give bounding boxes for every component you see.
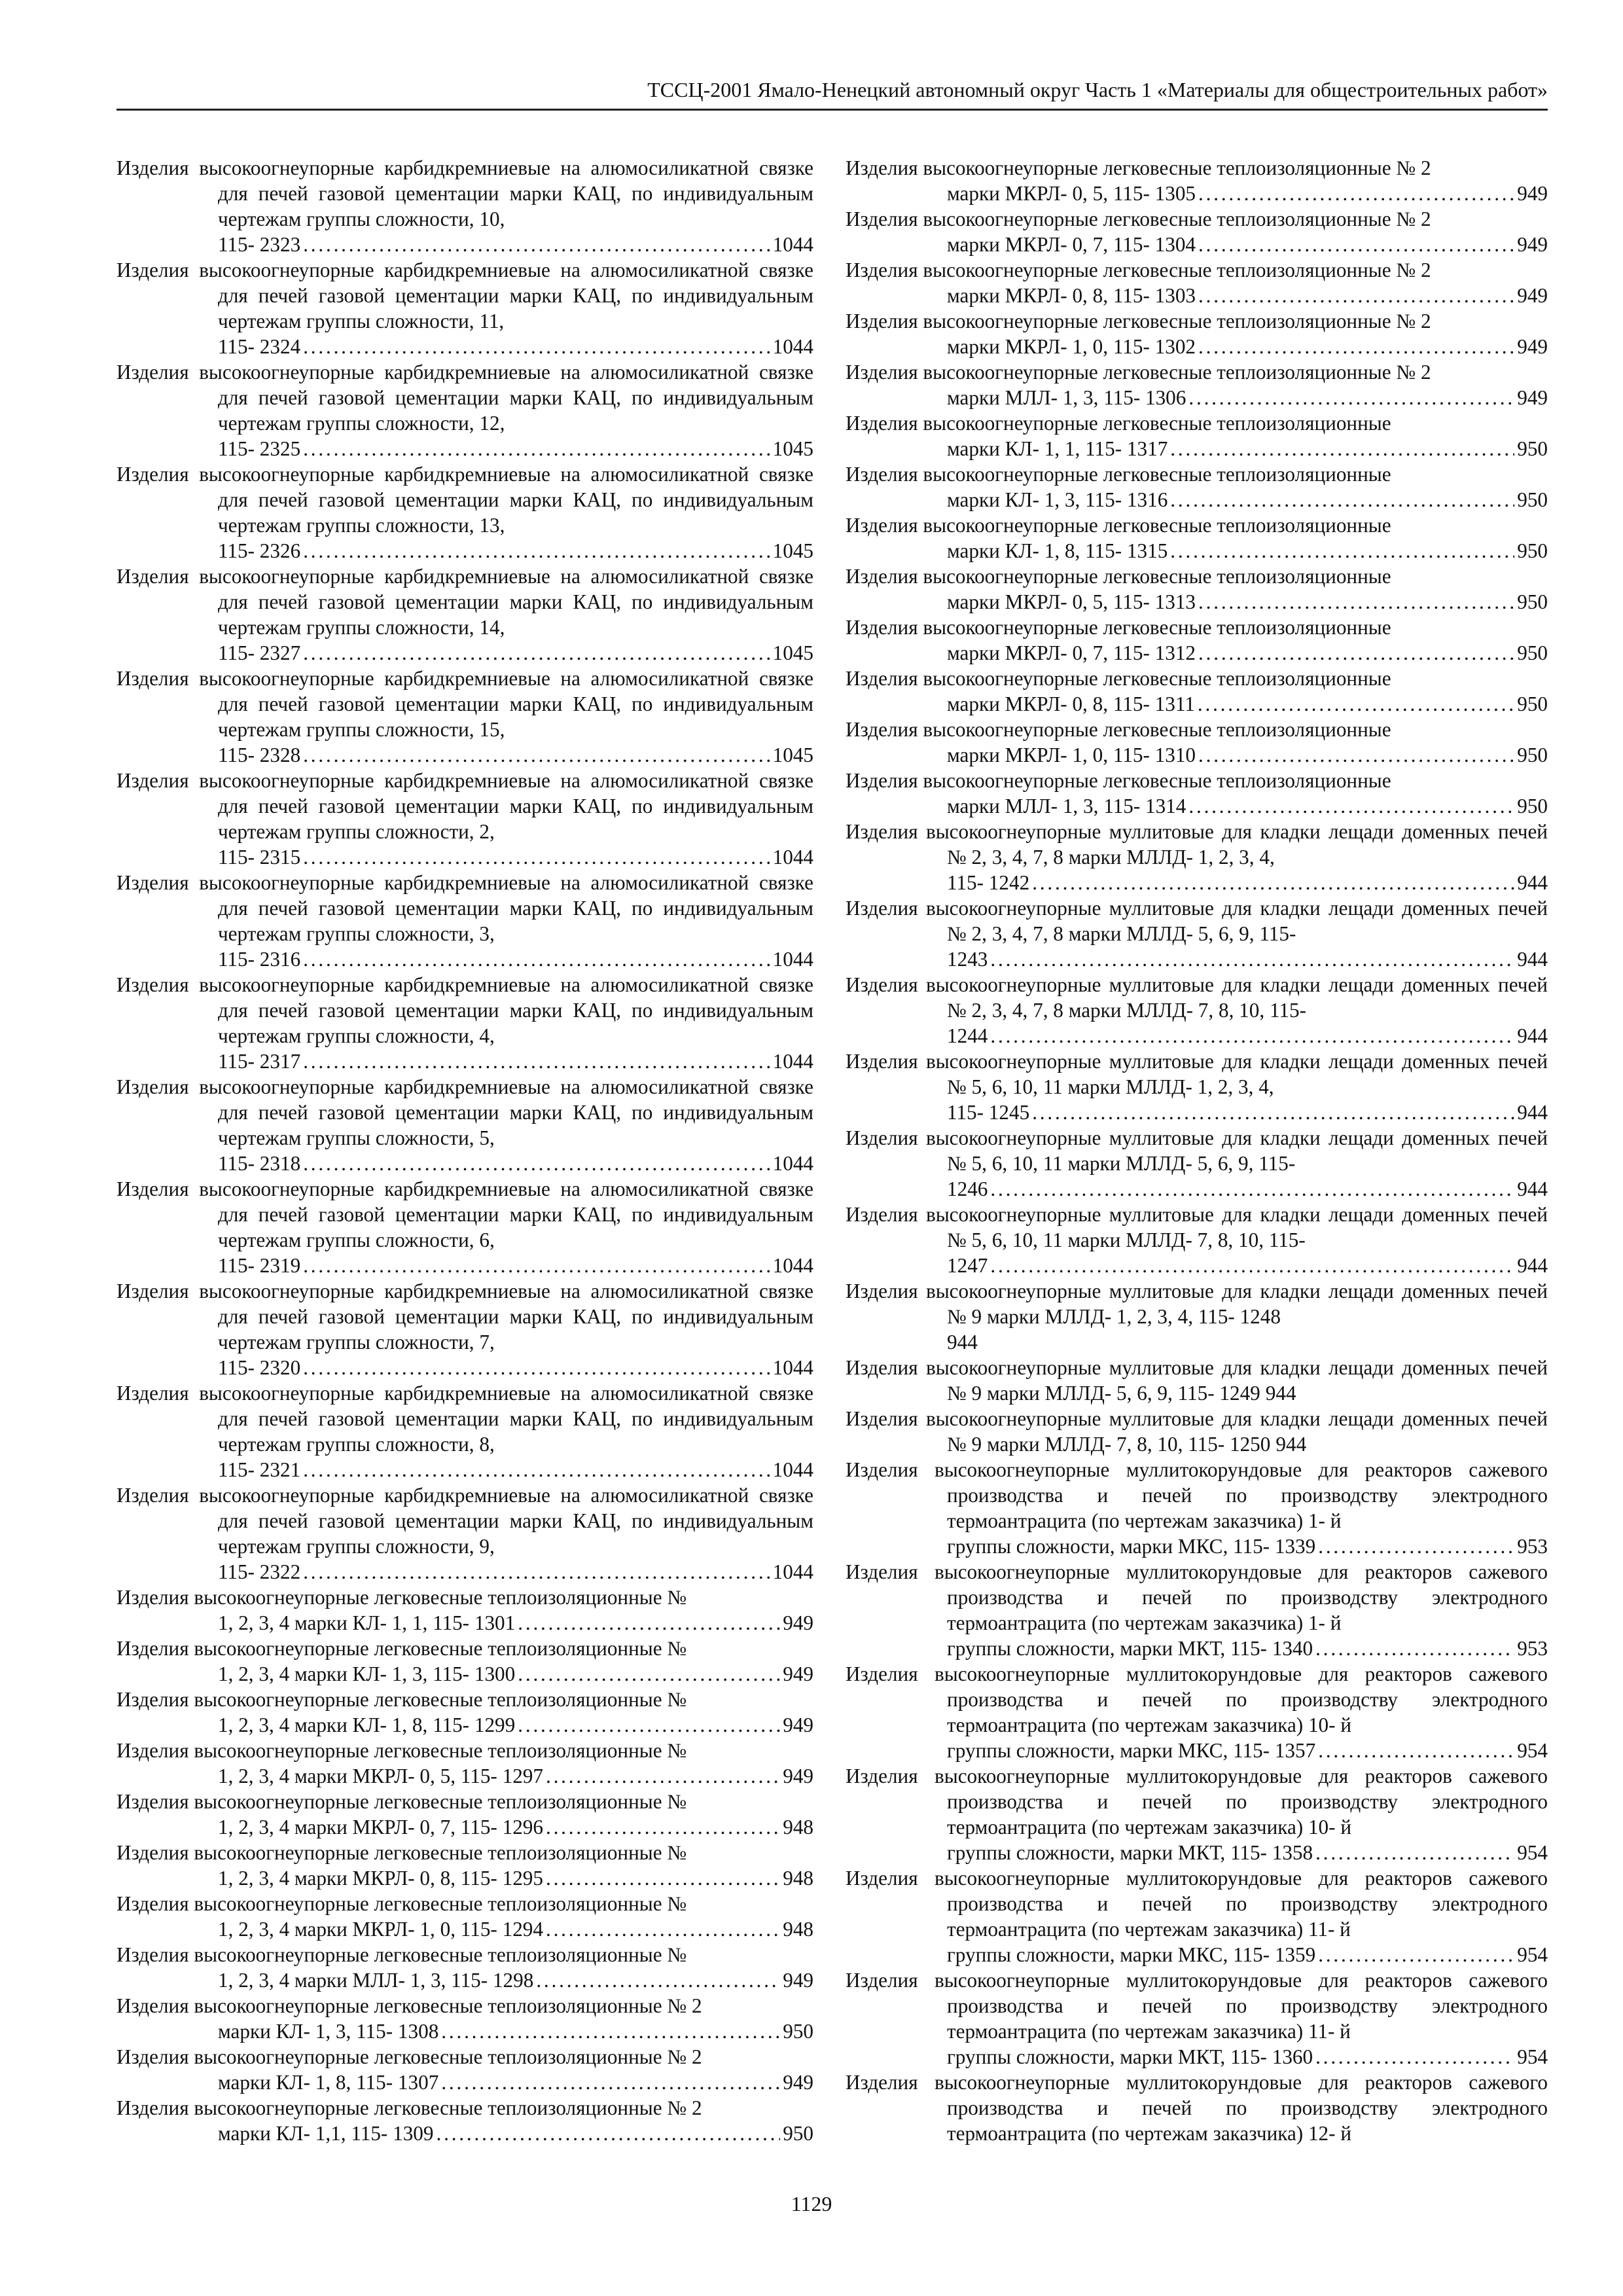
index-entry <box>116 155 813 257</box>
entry-description: Изделия высокоогнеупорные карбидкремниевые на алюмосиликатной связке для печей газовой цементации марки КАЦ, по индивидуальным чертежам группы сложности, 15, <box>116 667 813 741</box>
entry-page-ref: 950 <box>1517 795 1548 817</box>
index-entry <box>846 1661 1548 1763</box>
entry-code: группы сложности, марки МКТ, 115- 1340 <box>947 1637 1313 1660</box>
index-entry <box>116 359 813 461</box>
entry-page-ref: 948 <box>783 1816 813 1839</box>
entry-page-ref: 948 <box>783 1867 813 1890</box>
dot-leader <box>1198 589 1514 615</box>
entry-description: Изделия высокоогнеупорные карбидкремниевые на алюмосиликатной связке для печей газовой цементации марки КАЦ, по индивидуальным чертежам группы сложности, 6, <box>116 1177 813 1251</box>
entry-code: 115- 2324 <box>218 335 301 358</box>
index-entry <box>116 1687 813 1738</box>
index-entry <box>846 410 1548 461</box>
index-entry <box>846 564 1548 615</box>
entry-description: Изделия высокоогнеупорные легковесные теплоизоляционные № 2 <box>116 1994 702 2017</box>
entry-page-ref: 954 <box>1517 1841 1548 1864</box>
entry-description: Изделия высокоогнеупорные легковесные теплоизоляционные <box>846 463 1391 486</box>
entry-page-ref: 948 <box>783 1918 813 1941</box>
entry-code: марки КЛ- 1, 1, 115- 1317 <box>947 437 1168 460</box>
dot-leader <box>1315 1840 1514 1865</box>
entry-page-ref: 944 <box>1517 1024 1548 1047</box>
dot-leader <box>303 742 770 768</box>
entry-page-ref: 950 <box>1517 488 1548 511</box>
dot-leader <box>990 1253 1514 1278</box>
entry-code: 1, 2, 3, 4 марки МКРЛ- 1, 0, 115- 1294 <box>218 1918 543 1941</box>
entry-code: 115- 2321 <box>218 1458 301 1481</box>
dot-leader <box>1318 1942 1514 1967</box>
entry-description: Изделия высокоогнеупорные муллитовые для кладки лещади доменных печей № 9 марки МЛЛД- 1, 2, 3, 4, 115- 1248 <box>846 1280 1548 1328</box>
dot-leader <box>1198 232 1514 257</box>
entry-page-ref: 949 <box>783 1662 813 1685</box>
entry-description: Изделия высокоогнеупорные муллитокорундовые для реакторов сажевого производства и печей по производству электродного термоантрацита (по чертежам заказчика) 11- й <box>846 1867 1548 1941</box>
entry-code: марки КЛ- 1, 3, 115- 1316 <box>947 488 1168 511</box>
dot-leader <box>1318 1534 1514 1559</box>
dot-leader <box>1315 2044 1514 2070</box>
entry-description: Изделия высокоогнеупорные карбидкремниевые на алюмосиликатной связке для печей газовой цементации марки КАЦ, по индивидуальным чертежам группы сложности, 8, <box>116 1382 813 1456</box>
dot-leader <box>1198 742 1514 768</box>
dot-leader <box>990 1176 1514 1202</box>
index-entry <box>116 2044 813 2095</box>
entry-code: марки МЛЛ- 1, 3, 115- 1306 <box>947 386 1186 409</box>
entry-page-ref: 949 <box>783 2071 813 2094</box>
entry-page-ref: 954 <box>1517 1943 1548 1966</box>
index-entry <box>116 2095 813 2146</box>
entry-page-ref: 950 <box>783 2122 813 2145</box>
index-entry <box>846 895 1548 972</box>
dot-leader <box>303 946 770 972</box>
dot-leader <box>1198 640 1514 666</box>
entry-page-ref: 949 <box>783 1713 813 1736</box>
entry-description: Изделия высокоогнеупорные муллитовые для кладки лещади доменных печей № 5, 6, 10, 11 марки МЛЛД- 7, 8, 10, 115- <box>846 1203 1548 1251</box>
entry-description: Изделия высокоогнеупорные карбидкремниевые на алюмосиликатной связке для печей газовой цементации марки КАЦ, по индивидуальным чертежам группы сложности, 5, <box>116 1075 813 1149</box>
entry-page-ref: 949 <box>1517 284 1548 307</box>
entry-description: Изделия высокоогнеупорные легковесные теплоизоляционные <box>846 565 1391 588</box>
entry-page-ref: 1044 <box>772 233 813 256</box>
dot-leader <box>1318 1738 1514 1763</box>
entry-description: Изделия высокоогнеупорные легковесные теплоизоляционные <box>846 412 1391 435</box>
index-entry <box>846 1202 1548 1278</box>
entry-page-ref: 1044 <box>772 335 813 358</box>
index-entry <box>116 870 813 972</box>
entry-page-ref: 1045 <box>772 437 813 460</box>
entry-page-ref: 949 <box>1517 386 1548 409</box>
running-title: ТССЦ-2001 Ямало-Ненецкий автономный округ Часть 1 «Материалы для общестроительных работ» <box>647 78 1548 101</box>
entry-code: 115- 2328 <box>218 744 301 766</box>
page-header <box>116 73 1548 111</box>
index-entry <box>116 1380 813 1482</box>
dot-leader <box>303 1253 770 1278</box>
entry-code: марки МКРЛ- 0, 8, 115- 1311 <box>947 692 1195 715</box>
dot-leader <box>441 2018 780 2044</box>
entry-code: 115- 2316 <box>218 948 301 971</box>
index-entry <box>846 615 1548 666</box>
dot-leader <box>1170 436 1514 461</box>
entry-code: марки МКРЛ- 0, 7, 115- 1304 <box>947 233 1196 256</box>
index-entry <box>116 1891 813 1942</box>
entry-code: марки МКРЛ- 0, 5, 115- 1313 <box>947 590 1196 613</box>
entry-description: Изделия высокоогнеупорные легковесные теплоизоляционные <box>846 769 1391 792</box>
entry-page-ref: 950 <box>783 2020 813 2043</box>
entry-page-ref: 944 <box>1265 1382 1296 1405</box>
entry-page-ref: 944 <box>1275 1433 1307 1456</box>
index-entry <box>116 1840 813 1891</box>
entry-code: 115- 1245 <box>947 1101 1030 1124</box>
entry-page-ref: 953 <box>1517 1535 1548 1558</box>
entry-code: группы сложности, марки МКТ, 115- 1358 <box>947 1841 1313 1864</box>
entry-description: Изделия высокоогнеупорные муллитокорундовые для реакторов сажевого производства и печей по производству электродного термоантрацита (по чертежам заказчика) 1- й <box>846 1458 1548 1532</box>
index-entry <box>116 666 813 768</box>
index-entry <box>116 1789 813 1840</box>
index-entry <box>846 717 1548 768</box>
entry-description: Изделия высокоогнеупорные муллитовые для кладки лещади доменных печей № 5, 6, 10, 11 марки МЛЛД- 5, 6, 9, 115- <box>846 1126 1548 1175</box>
entry-code: 1243 <box>947 948 988 971</box>
entry-page-ref: 950 <box>1517 437 1548 460</box>
entry-description: Изделия высокоогнеупорные легковесные теплоизоляционные № 2 <box>846 259 1431 281</box>
entry-description: Изделия высокоогнеупорные муллитокорундовые для реакторов сажевого производства и печей по производству электродного термоантрацита (по чертежам заказчика) 10- й <box>846 1662 1548 1736</box>
dot-leader <box>546 1763 780 1789</box>
entry-description: Изделия высокоогнеупорные муллитовые для кладки лещади доменных печей № 9 марки МЛЛД- 7, 8, 10, 115- 1250 <box>846 1407 1548 1456</box>
entry-page-ref: 950 <box>1517 641 1548 664</box>
index-entry <box>846 461 1548 512</box>
entry-description: Изделия высокоогнеупорные карбидкремниевые на алюмосиликатной связке для печей газовой цементации марки КАЦ, по индивидуальным чертежам группы сложности, 13, <box>116 463 813 537</box>
index-entry <box>846 1125 1548 1202</box>
index-entry <box>116 972 813 1074</box>
index-entry <box>116 1278 813 1380</box>
index-entry <box>116 1585 813 1636</box>
entry-page-ref: 949 <box>1517 233 1548 256</box>
entry-description: Изделия высокоогнеупорные легковесные теплоизоляционные № <box>116 1892 687 1915</box>
entry-description: Изделия высокоогнеупорные легковесные теплоизоляционные <box>846 514 1391 537</box>
entry-description: Изделия высокоогнеупорные карбидкремниевые на алюмосиликатной связке для печей газовой цементации марки КАЦ, по индивидуальным чертежам группы сложности, 2, <box>116 769 813 843</box>
index-entry <box>116 1074 813 1176</box>
entry-code: марки МКРЛ- 1, 0, 115- 1302 <box>947 335 1196 358</box>
entry-page-ref: 950 <box>1517 692 1548 715</box>
entry-description: Изделия высокоогнеупорные муллитовые для кладки лещади доменных печей № 9 марки МЛЛД- 5, 6, 9, 115- 1249 <box>846 1356 1548 1405</box>
index-entry <box>846 206 1548 257</box>
entry-page-ref: 954 <box>1517 1739 1548 1762</box>
entry-page-ref: 944 <box>947 1331 978 1354</box>
entry-description: Изделия высокоогнеупорные карбидкремниевые на алюмосиликатной связке для печей газовой цементации марки КАЦ, по индивидуальным чертежам группы сложности, 12, <box>116 361 813 435</box>
entry-code: 115- 2320 <box>218 1356 301 1379</box>
entry-code: 1246 <box>947 1177 988 1200</box>
entry-description: Изделия высокоогнеупорные карбидкремниевые на алюмосиликатной связке для печей газовой цементации марки КАЦ, по индивидуальным чертежам группы сложности, 9, <box>116 1484 813 1558</box>
entry-description: Изделия высокоогнеупорные муллитовые для кладки лещади доменных печей № 5, 6, 10, 11 марки МЛЛД- 1, 2, 3, 4, <box>846 1050 1548 1098</box>
index-entry <box>116 461 813 564</box>
entry-description: Изделия высокоогнеупорные легковесные теплоизоляционные <box>846 616 1391 639</box>
entry-description: Изделия высокоогнеупорные муллитовые для кладки лещади доменных печей № 2, 3, 4, 7, 8 марки МЛЛД- 7, 8, 10, 115- <box>846 973 1548 1022</box>
entry-code: марки МКРЛ- 1, 0, 115- 1310 <box>947 744 1196 766</box>
dot-leader <box>1188 385 1514 410</box>
entry-page-ref: 949 <box>1517 335 1548 358</box>
entry-page-ref: 1045 <box>772 744 813 766</box>
index-entry <box>846 819 1548 895</box>
entry-code: группы сложности, марки МКС, 115- 1339 <box>947 1535 1316 1558</box>
entry-description: Изделия высокоогнеупорные муллитокорундовые для реакторов сажевого производства и печей по производству электродного термоантрацита (по чертежам заказчика) 10- й <box>846 1765 1548 1839</box>
dot-leader <box>303 1355 770 1380</box>
entry-code: 1247 <box>947 1254 988 1277</box>
entry-description: Изделия высокоогнеупорные карбидкремниевые на алюмосиликатной связке для печей газовой цементации марки КАЦ, по индивидуальным чертежам группы сложности, 4, <box>116 973 813 1047</box>
entry-page-ref: 1045 <box>772 539 813 562</box>
dot-leader <box>1188 793 1514 819</box>
entry-page-ref: 949 <box>783 1969 813 1992</box>
entry-code: 1, 2, 3, 4 марки КЛ- 1, 8, 115- 1299 <box>218 1713 516 1736</box>
entry-page-ref: 950 <box>1517 744 1548 766</box>
entry-description: Изделия высокоогнеупорные легковесные теплоизоляционные № <box>116 1790 687 1813</box>
index-entry <box>846 972 1548 1049</box>
dot-leader <box>303 232 770 257</box>
entry-page-ref: 1044 <box>772 1152 813 1175</box>
entry-code: 115- 2327 <box>218 641 301 664</box>
index-entry <box>116 768 813 870</box>
index-entry <box>846 308 1548 359</box>
index-entry <box>116 257 813 359</box>
page-number: 1129 <box>791 2192 832 2215</box>
entry-page-ref: 1044 <box>772 948 813 971</box>
dot-leader <box>1198 283 1514 308</box>
index-entry <box>116 1482 813 1585</box>
entry-description: Изделия высокоогнеупорные карбидкремниевые на алюмосиликатной связке для печей газовой цементации марки КАЦ, по индивидуальным чертежам группы сложности, 11, <box>116 259 813 332</box>
index-entry <box>846 1457 1548 1559</box>
entry-page-ref: 1044 <box>772 1356 813 1379</box>
dot-leader <box>518 1610 780 1636</box>
entry-description: Изделия высокоогнеупорные легковесные теплоизоляционные № <box>116 1688 687 1711</box>
dot-leader <box>1198 691 1514 717</box>
dot-leader <box>1315 1636 1514 1661</box>
entry-page-ref: 944 <box>1517 1101 1548 1124</box>
index-entry <box>846 768 1548 819</box>
entry-description: Изделия высокоогнеупорные муллитокорундовые для реакторов сажевого производства и печей по производству электродного термоантрацита (по чертежам заказчика) 11- й <box>846 1969 1548 2043</box>
dot-leader <box>303 844 770 870</box>
entry-code: группы сложности, марки МКС, 115- 1357 <box>947 1739 1316 1762</box>
dot-leader <box>990 1023 1514 1049</box>
index-entry <box>846 1763 1548 1865</box>
entry-code: 1, 2, 3, 4 марки КЛ- 1, 1, 115- 1301 <box>218 1611 516 1634</box>
index-entry <box>846 1049 1548 1125</box>
entry-description: Изделия высокоогнеупорные муллитокорундовые для реакторов сажевого производства и печей по производству электродного термоантрацита (по чертежам заказчика) 12- й <box>846 2071 1548 2145</box>
index-entry <box>846 1406 1548 1457</box>
entry-code: 115- 2315 <box>218 846 301 869</box>
entry-page-ref: 949 <box>783 1765 813 1787</box>
entry-page-ref: 944 <box>1517 1177 1548 1200</box>
index-entry <box>116 1738 813 1789</box>
entry-page-ref: 1044 <box>772 1050 813 1073</box>
dot-leader <box>1032 870 1514 895</box>
dot-leader <box>303 1457 770 1482</box>
entry-description: Изделия высокоогнеупорные карбидкремниевые на алюмосиликатной связке для печей газовой цементации марки КАЦ, по индивидуальным чертежам группы сложности, 10, <box>116 156 813 230</box>
entry-code: 115- 2319 <box>218 1254 301 1277</box>
entry-code: 115- 2325 <box>218 437 301 460</box>
dot-leader <box>990 946 1514 972</box>
dot-leader <box>303 1151 770 1176</box>
dot-leader <box>437 2121 781 2146</box>
index-entry <box>846 2070 1548 2146</box>
index-entry <box>846 1559 1548 1661</box>
entry-page-ref: 1044 <box>772 1458 813 1481</box>
left-column <box>116 155 813 2146</box>
entry-description: Изделия высокоогнеупорные муллитовые для кладки лещади доменных печей № 2, 3, 4, 7, 8 марки МЛЛД- 1, 2, 3, 4, <box>846 820 1548 869</box>
entry-code: марки МКРЛ- 0, 7, 115- 1312 <box>947 641 1196 664</box>
entry-code: 1244 <box>947 1024 988 1047</box>
entry-description: Изделия высокоогнеупорные муллитокорундовые для реакторов сажевого производства и печей по производству электродного термоантрацита (по чертежам заказчика) 1- й <box>846 1560 1548 1634</box>
index-entry <box>846 1355 1548 1406</box>
dot-leader <box>1170 487 1514 512</box>
index-entry <box>116 564 813 666</box>
entry-description: Изделия высокоогнеупорные легковесные теплоизоляционные <box>846 718 1391 741</box>
entry-page-ref: 950 <box>1517 539 1548 562</box>
entry-code: марки КЛ- 1, 8, 115- 1315 <box>947 539 1168 562</box>
entry-code: 115- 2326 <box>218 539 301 562</box>
dot-leader <box>546 1814 780 1840</box>
dot-leader <box>536 1967 780 1993</box>
entry-description: Изделия высокоогнеупорные легковесные теплоизоляционные № <box>116 1739 687 1762</box>
entry-code: марки КЛ- 1, 8, 115- 1307 <box>218 2071 439 2094</box>
entry-description: Изделия высокоогнеупорные легковесные теплоизоляционные № 2 <box>116 2096 702 2119</box>
entry-code: 1, 2, 3, 4 марки МКРЛ- 0, 5, 115- 1297 <box>218 1765 543 1787</box>
index-entry <box>846 155 1548 206</box>
dot-leader <box>303 436 770 461</box>
dot-leader <box>441 2070 780 2095</box>
entry-code: марки МЛЛ- 1, 3, 115- 1314 <box>947 795 1186 817</box>
entry-page-ref: 949 <box>783 1611 813 1634</box>
entry-page-ref: 1044 <box>772 1254 813 1277</box>
entry-description: Изделия высокоогнеупорные легковесные теплоизоляционные № 2 <box>846 156 1431 179</box>
entry-description: Изделия высокоогнеупорные легковесные теплоизоляционные № 2 <box>846 361 1431 384</box>
dot-leader <box>518 1712 780 1738</box>
entry-code: марки МКРЛ- 0, 8, 115- 1303 <box>947 284 1196 307</box>
entry-code: 115- 2323 <box>218 233 301 256</box>
index-entry <box>846 512 1548 564</box>
dot-leader <box>1032 1100 1514 1125</box>
index-entry <box>846 666 1548 717</box>
entry-description: Изделия высокоогнеупорные карбидкремниевые на алюмосиликатной связке для печей газовой цементации марки КАЦ, по индивидуальным чертежам группы сложности, 7, <box>116 1280 813 1354</box>
dot-leader <box>546 1916 780 1942</box>
entry-description: Изделия высокоогнеупорные легковесные теплоизоляционные № <box>116 1637 687 1660</box>
index-entry <box>846 1278 1548 1355</box>
entry-description: Изделия высокоогнеупорные легковесные теплоизоляционные № <box>116 1841 687 1864</box>
entry-page-ref: 953 <box>1517 1637 1548 1660</box>
index-entry <box>846 359 1548 410</box>
dot-leader <box>518 1661 780 1687</box>
entry-description: Изделия высокоогнеупорные легковесные теплоизоляционные № 2 <box>846 310 1431 332</box>
entry-code: 1, 2, 3, 4 марки МЛЛ- 1, 3, 115- 1298 <box>218 1969 534 1992</box>
entry-code: марки КЛ- 1, 3, 115- 1308 <box>218 2020 439 2043</box>
entry-code: 115- 1242 <box>947 871 1030 894</box>
dot-leader <box>303 1559 770 1585</box>
entry-description: Изделия высокоогнеупорные легковесные теплоизоляционные <box>846 667 1391 690</box>
dot-leader <box>1198 181 1514 206</box>
entry-code: 115- 2322 <box>218 1560 301 1583</box>
entry-description: Изделия высокоогнеупорные легковесные теплоизоляционные № <box>116 1586 687 1609</box>
dot-leader <box>303 1049 770 1074</box>
entry-code: 115- 2317 <box>218 1050 301 1073</box>
right-column <box>846 155 1548 2146</box>
index-entry <box>116 1942 813 1993</box>
entry-description: Изделия высокоогнеупорные легковесные теплоизоляционные № 2 <box>116 2045 702 2068</box>
entry-page-ref: 944 <box>1517 871 1548 894</box>
entry-code: 1, 2, 3, 4 марки КЛ- 1, 3, 115- 1300 <box>218 1662 516 1685</box>
entry-page-ref: 1045 <box>772 641 813 664</box>
dot-leader <box>303 334 770 359</box>
entry-code: 1, 2, 3, 4 марки МКРЛ- 0, 7, 115- 1296 <box>218 1816 543 1839</box>
entry-page-ref: 1044 <box>772 846 813 869</box>
entry-description: Изделия высокоогнеупорные муллитовые для кладки лещади доменных печей № 2, 3, 4, 7, 8 марки МЛЛД- 5, 6, 9, 115- <box>846 897 1548 945</box>
index-entry <box>846 257 1548 308</box>
entry-description: Изделия высокоогнеупорные легковесные теплоизоляционные № <box>116 1943 687 1966</box>
index-entry <box>116 1176 813 1278</box>
index-entry <box>116 1636 813 1687</box>
entry-page-ref: 944 <box>1517 1254 1548 1277</box>
entry-code: группы сложности, марки МКС, 115- 1359 <box>947 1943 1316 1966</box>
entry-page-ref: 944 <box>1517 948 1548 971</box>
dot-leader <box>546 1865 780 1891</box>
entry-page-ref: 954 <box>1517 2045 1548 2068</box>
entry-code: марки МКРЛ- 0, 5, 115- 1305 <box>947 182 1196 205</box>
entry-description: Изделия высокоогнеупорные карбидкремниевые на алюмосиликатной связке для печей газовой цементации марки КАЦ, по индивидуальным чертежам группы сложности, 14, <box>116 565 813 639</box>
dot-leader <box>303 538 770 564</box>
index-entry <box>846 1865 1548 1967</box>
entry-code: 115- 2318 <box>218 1152 301 1175</box>
entry-page-ref: 1044 <box>772 1560 813 1583</box>
dot-leader <box>303 640 770 666</box>
dot-leader <box>1198 334 1514 359</box>
entry-description: Изделия высокоогнеупорные легковесные теплоизоляционные № 2 <box>846 207 1431 230</box>
index-entry <box>846 1967 1548 2070</box>
entry-code: группы сложности, марки МКТ, 115- 1360 <box>947 2045 1313 2068</box>
entry-code: 1, 2, 3, 4 марки МКРЛ- 0, 8, 115- 1295 <box>218 1867 543 1890</box>
entry-page-ref: 950 <box>1517 590 1548 613</box>
index-entry <box>116 1993 813 2044</box>
entry-code: марки КЛ- 1,1, 115- 1309 <box>218 2122 434 2145</box>
entry-page-ref: 949 <box>1517 182 1548 205</box>
dot-leader <box>1170 538 1514 564</box>
entry-description: Изделия высокоогнеупорные карбидкремниевые на алюмосиликатной связке для печей газовой цементации марки КАЦ, по индивидуальным чертежам группы сложности, 3, <box>116 871 813 945</box>
